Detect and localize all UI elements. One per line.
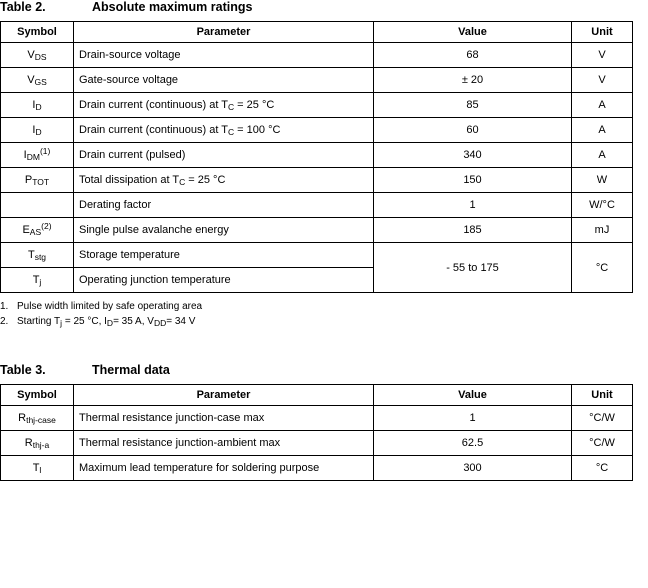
unit-cell: V: [572, 68, 633, 93]
parameter-cell: Drain current (pulsed): [74, 143, 374, 168]
unit-cell: °C/W: [572, 431, 633, 456]
parameter-cell: Thermal resistance junction-ambient max: [74, 431, 374, 456]
value-cell: 1: [374, 193, 572, 218]
symbol-subscript: TOT: [32, 177, 50, 187]
symbol-subscript: j: [39, 277, 42, 287]
footnote-2: [0, 314, 648, 329]
symbol-base: T: [27, 249, 35, 261]
value-cell: 60: [374, 118, 572, 143]
footnote-number: 2.: [0, 316, 9, 327]
value-cell: 300: [374, 456, 572, 481]
footnote-1: [0, 299, 648, 314]
parameter-subscript: C: [227, 127, 235, 137]
table3-header-row: [1, 385, 633, 406]
parameter-cell: Single pulse avalanche energy: [74, 218, 374, 243]
symbol-base: V: [27, 74, 35, 86]
absolute-maximum-ratings-table: [0, 21, 633, 293]
parameter-text-post: = 100 °C: [234, 124, 281, 136]
footnote-subscript: DD: [153, 318, 167, 328]
symbol-footnote-ref: (1): [39, 146, 51, 156]
symbol-base: V: [27, 49, 35, 61]
table3-header-symbol: Symbol: [1, 385, 74, 406]
parameter-subscript: C: [227, 102, 235, 112]
footnote-part: = 35 A, V: [113, 316, 154, 327]
footnote-number: 1.: [0, 301, 9, 312]
table-row: [1, 431, 633, 456]
symbol-footnote-ref: (2): [41, 221, 52, 231]
unit-cell: mJ: [572, 218, 633, 243]
symbol-subscript: GS: [34, 77, 47, 87]
symbol-cell: [1, 431, 74, 456]
parameter-text-post: = 25 °C: [234, 99, 275, 111]
symbol-subscript: AS: [29, 227, 42, 237]
value-cell: 68: [374, 43, 572, 68]
symbol-base: T: [32, 274, 40, 286]
thermal-data-table: [0, 384, 633, 481]
symbol-subscript: D: [35, 102, 42, 112]
unit-cell: W/°C: [572, 193, 633, 218]
symbol-cell: [1, 243, 74, 268]
parameter-cell: Derating factor: [74, 193, 374, 218]
symbol-cell: [1, 43, 74, 68]
parameter-cell: Gate-source voltage: [74, 68, 374, 93]
table3-caption-number: Table 3.: [0, 363, 46, 377]
symbol-cell: [1, 68, 74, 93]
table-row: [1, 93, 633, 118]
unit-cell: °C: [572, 243, 633, 293]
table2-caption: [0, 0, 648, 14]
parameter-cell: [74, 118, 374, 143]
symbol-subscript: thj-a: [32, 440, 50, 450]
symbol-base: R: [24, 437, 33, 449]
table-row: [1, 456, 633, 481]
table3-header-value: Value: [374, 385, 572, 406]
table3-caption: [0, 363, 648, 377]
unit-cell: A: [572, 143, 633, 168]
footnote-subscript: D: [106, 318, 114, 328]
table-row: [1, 118, 633, 143]
parameter-text-pre: Drain current (continuous) at T: [79, 99, 228, 111]
symbol-cell: [1, 93, 74, 118]
symbol-cell: [1, 406, 74, 431]
table2-caption-title: Absolute maximum ratings: [92, 0, 253, 14]
table-row: [1, 218, 633, 243]
parameter-cell: Maximum lead temperature for soldering purpose: [74, 456, 374, 481]
symbol-cell: [1, 118, 74, 143]
symbol-subscript: l: [39, 465, 42, 475]
symbol-base: I: [32, 99, 36, 111]
parameter-cell: Thermal resistance junction-case max: [74, 406, 374, 431]
table3-caption-title: Thermal data: [92, 363, 170, 377]
table-row: [1, 243, 633, 268]
unit-cell: °C: [572, 456, 633, 481]
symbol-base: E: [22, 224, 30, 236]
parameter-text-post: = 25 °C: [185, 174, 226, 186]
parameter-cell: [74, 93, 374, 118]
symbol-cell: [1, 168, 74, 193]
table3-header-unit: Unit: [572, 385, 633, 406]
unit-cell: A: [572, 118, 633, 143]
table-row: [1, 406, 633, 431]
table2-header-symbol: Symbol: [1, 22, 74, 43]
symbol-base: I: [32, 124, 36, 136]
table2-header-unit: Unit: [572, 22, 633, 43]
table2-header-parameter: Parameter: [74, 22, 374, 43]
symbol-base: R: [18, 412, 27, 424]
symbol-subscript: thj-case: [26, 415, 56, 425]
parameter-cell: Drain-source voltage: [74, 43, 374, 68]
symbol-subscript: stg: [34, 252, 47, 262]
symbol-base: T: [32, 462, 40, 474]
footnote-part: Starting T: [17, 316, 61, 327]
symbol-subscript: D: [35, 127, 42, 137]
symbol-cell: [1, 268, 74, 293]
symbol-subscript: DM: [26, 152, 40, 162]
footnote-part: = 34 V: [166, 316, 196, 327]
parameter-cell: Operating junction temperature: [74, 268, 374, 293]
parameter-text-pre: Drain current (continuous) at T: [79, 124, 228, 136]
symbol-subscript: DS: [34, 52, 47, 62]
value-cell: 150: [374, 168, 572, 193]
value-cell: 1: [374, 406, 572, 431]
parameter-cell: [74, 168, 374, 193]
unit-cell: V: [572, 43, 633, 68]
symbol-cell: [1, 193, 74, 218]
parameter-cell: Storage temperature: [74, 243, 374, 268]
value-cell: 340: [374, 143, 572, 168]
table-row: [1, 68, 633, 93]
symbol-cell: [1, 218, 74, 243]
value-cell: 85: [374, 93, 572, 118]
unit-cell: °C/W: [572, 406, 633, 431]
value-cell: ± 20: [374, 68, 572, 93]
table-row: [1, 43, 633, 68]
footnote-text: [17, 314, 195, 329]
value-cell: 62.5: [374, 431, 572, 456]
table2-header-value: Value: [374, 22, 572, 43]
footnote-part: = 25 °C, I: [62, 316, 107, 327]
footnote-subscript: j: [60, 318, 63, 328]
footnote-text: Pulse width limited by safe operating area: [17, 301, 203, 312]
value-cell: - 55 to 175: [374, 243, 572, 293]
table2-header-row: [1, 22, 633, 43]
section-spacer: [0, 329, 648, 363]
unit-cell: W: [572, 168, 633, 193]
table-row: [1, 193, 633, 218]
symbol-cell: [1, 143, 74, 168]
parameter-text-pre: Total dissipation at T: [79, 174, 180, 186]
table3-header-parameter: Parameter: [74, 385, 374, 406]
table-row: [1, 143, 633, 168]
symbol-cell: [1, 456, 74, 481]
value-cell: 185: [374, 218, 572, 243]
symbol-base: I: [23, 149, 27, 161]
table2-footnotes: [0, 299, 648, 329]
unit-cell: A: [572, 93, 633, 118]
table-row: [1, 168, 633, 193]
table2-caption-number: Table 2.: [0, 0, 46, 14]
symbol-base: P: [24, 174, 33, 186]
parameter-subscript: C: [179, 177, 186, 187]
